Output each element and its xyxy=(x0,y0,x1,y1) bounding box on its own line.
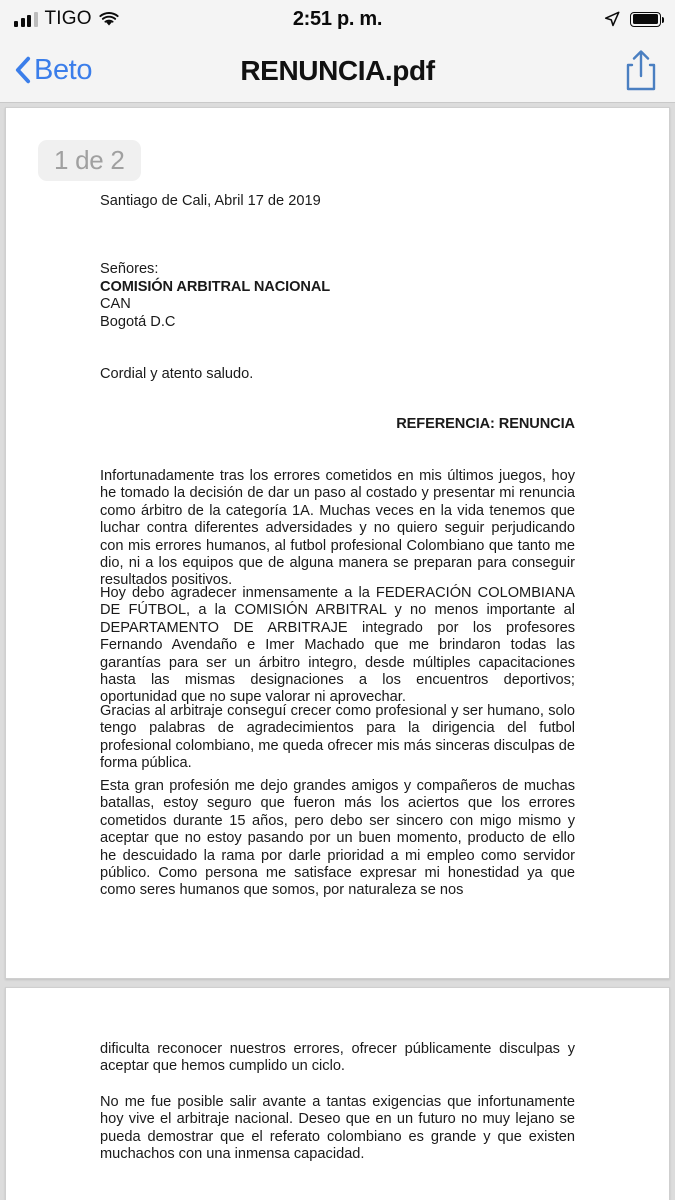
document-paragraph: Esta gran profesión me dejo grandes amigos y compañeros de muchas batallas, estoy seguro que fueron más los aciertos que los errores cometidos durante 15 años, pero debo ser sincero con migo mismo y aceptar que no estoy pasando por un buen momento, producto de ello he descuidado la rama por darle prioridad a mi empleo como servidor público. Como persona me satisface expresar mi honestidad ya que como seres humanos que somos, por naturaleza se nos xyxy=(100,778,575,899)
recipient-line-3: CAN xyxy=(100,296,131,313)
document-paragraph: Hoy debo agradecer inmensamente a la FEDERACIÓN COLOMBIANA DE FÚTBOL, a la COMISIÓN ARBITRAL y no menos importante al DEPARTAMENTO DE ARBITRAJE integrado por los profesores Fernando Avendaño e Imer Machado que me brindaron todas las garantías para ser un árbitro integro, desde múltiples capacitaciones hasta las mismas designaciones a los encuentros deportivos; oportunidad que no supe valorar ni aprovechar. xyxy=(100,585,575,706)
battery-full-icon xyxy=(630,12,661,27)
document-paragraph: Gracias al arbitraje conseguí crecer como profesional y ser humano, solo tengo palabras de agradecimientos para la dirigencia del futbol profesional colombiano, me queda ofrecer mis más sinceras disculpas de forma pública. xyxy=(100,703,575,772)
status-bar-right xyxy=(603,10,661,28)
document-reference-line: REFERENCIA: RENUNCIA xyxy=(396,416,575,432)
recipient-line-4: Bogotá D.C xyxy=(100,313,176,330)
pdf-page-2 xyxy=(5,987,670,1200)
share-button[interactable] xyxy=(621,47,661,93)
document-paragraph: No me fue posible salir avante a tantas exigencias que infortunamente hoy vive el arbitraje nacional. Deseo que en un futuro no muy lejano se pueda demostrar que el referato colombiano es grande y que existen muchachos con una inmensa capacidad. xyxy=(100,1094,575,1163)
recipient-line-2: COMISIÓN ARBITRAL NACIONAL xyxy=(100,278,331,295)
status-bar-left xyxy=(14,8,119,30)
pdf-page-1 xyxy=(5,107,670,979)
document-paragraph: Infortunadamente tras los errores cometidos en mis últimos juegos, hoy he tomado la decisión de dar un paso al costado y presentar mi renuncia como árbitro de la categoría 1A. Muchas veces en la vida tenemos que luchar contra diferentes adversidades y no quiero seguir perjudicando con mis errores humanos, al futbol profesional Colombiano que tanto me dio, ni a los equipos que de alguna manera se preparan para conseguir resultados positivos. xyxy=(100,468,575,589)
chevron-left-icon xyxy=(14,55,31,85)
location-arrow-icon xyxy=(603,10,621,28)
wifi-icon xyxy=(99,12,119,27)
document-dateline: Santiago de Cali, Abril 17 de 2019 xyxy=(100,193,321,209)
page-indicator-badge: 1 de 2 xyxy=(38,140,141,181)
back-button[interactable] xyxy=(14,54,92,87)
document-recipient-block xyxy=(100,261,330,331)
back-button-label: Beto xyxy=(34,53,93,86)
pdf-viewer[interactable] xyxy=(0,103,675,1200)
document-paragraph: dificulta reconocer nuestros errores, ofrecer públicamente disculpas y aceptar que hemos cumplido un ciclo. xyxy=(100,1041,575,1075)
carrier-label: TIGO xyxy=(44,8,92,29)
recipient-line-1: Señores: xyxy=(100,261,159,277)
document-greeting: Cordial y atento saludo. xyxy=(100,366,254,382)
cellular-bars-icon xyxy=(14,12,38,27)
clock-label: 2:51 p. m. xyxy=(292,7,383,30)
page-title: RENUNCIA.pdf xyxy=(240,54,435,86)
status-bar xyxy=(0,0,675,38)
navigation-bar xyxy=(0,38,675,103)
